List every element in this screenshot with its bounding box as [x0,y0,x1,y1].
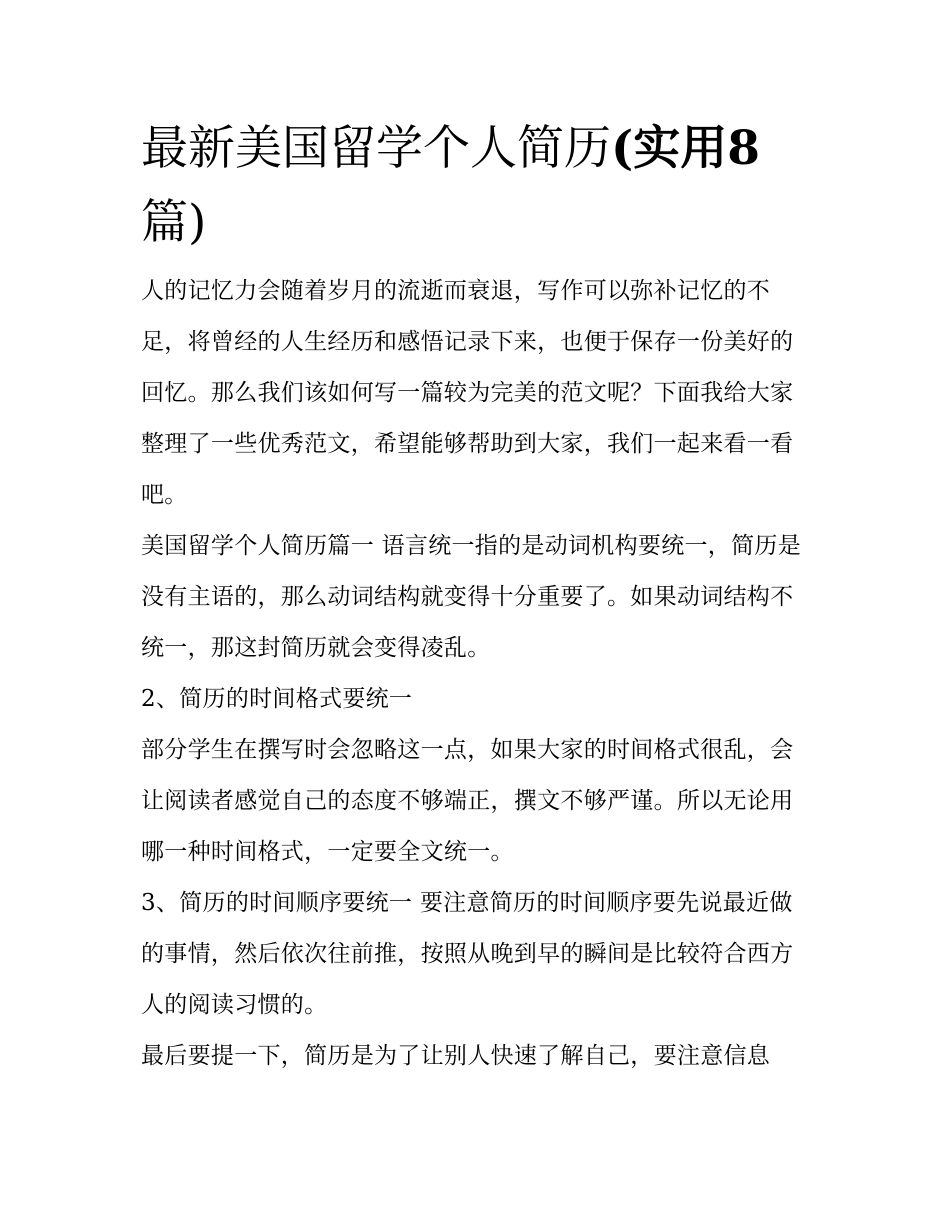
paragraph-section-2-body: 部分学生在撰写时会忽略这一点，如果大家的时间格式很乱，会让阅读者感觉自己的态度不够端正，撰文不够严谨。所以无论用哪一种时间格式，一定要全文统一。 [141,737,794,865]
title-text-end: 篇) [141,195,207,250]
paragraph-section-1: 美国留学个人简历篇一 语言统一指的是动词机构要统一，简历是没有主语的，那么动词结构就变得十分重要了。如果动词结构不统一，那这封简历就会变得凌乱。 [141,533,802,661]
paragraph-closing: 最后要提一下，简历是为了让别人快速了解自己，要注意信息 [141,1043,771,1069]
title-text-latin: (实用8 [611,121,760,176]
document-body [141,112,813,1082]
paragraph-section-3: 3、简历的时间顺序要统一 要注意简历的时间顺序要先说最近做的事情，然后依次往前推，按照从晚到早的瞬间是比较符合西方人的阅读习惯的。 [141,890,794,1018]
document-title [141,112,813,260]
title-text-cjk: 最新美国留学个人简历 [141,121,611,176]
paragraph-heading-2: 2、简历的时间格式要统一 [141,686,413,712]
paragraph-intro: 人的记忆力会随着岁月的流逝而衰退，写作可以弥补记忆的不足，将曾经的人生经历和感悟记录下来，也便于保存一份美好的回忆。那么我们该如何写一篇较为完美的范文呢？下面我给大家整理了一些优秀范文，希望能够帮助到大家，我们一起来看一看吧。 [141,278,794,508]
